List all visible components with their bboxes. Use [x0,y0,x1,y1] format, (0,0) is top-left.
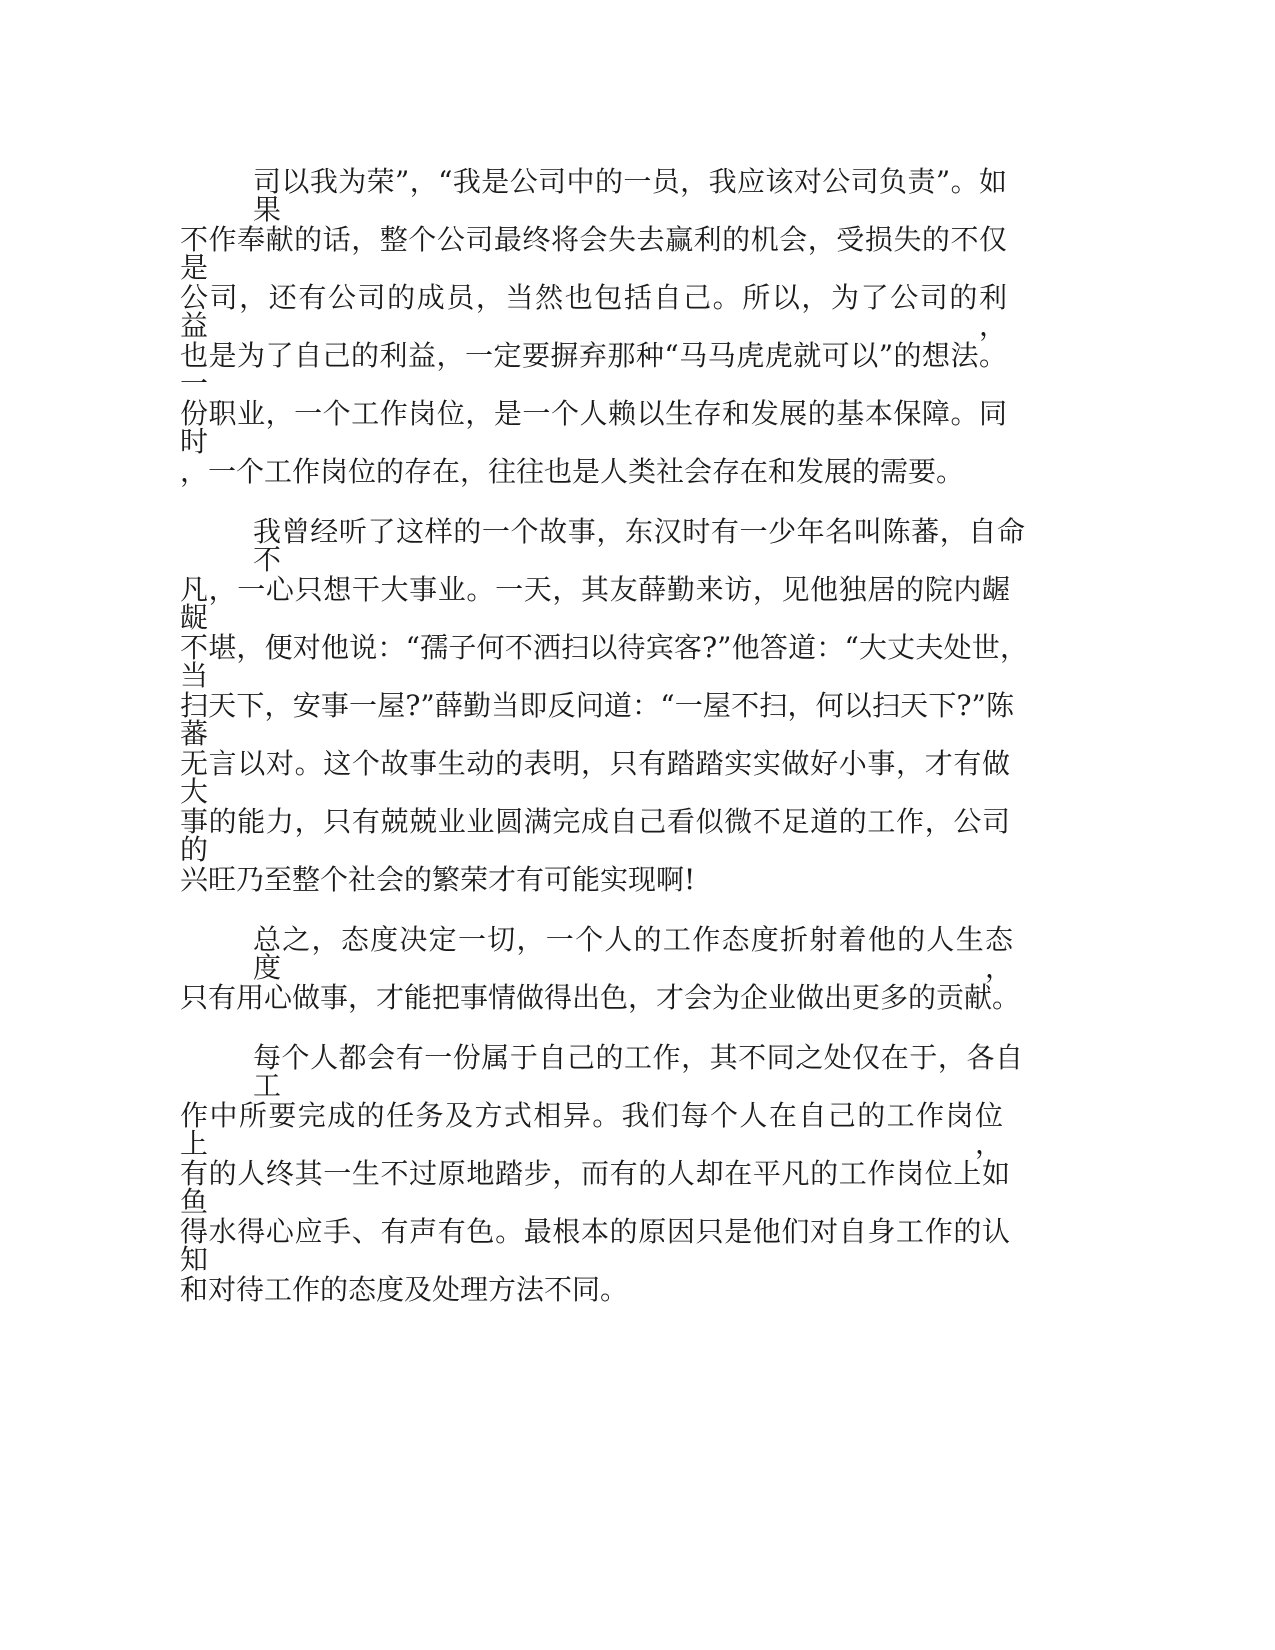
text-line: 总之，态度决定一切，一个人的工作态度折射着他的人生态度， [253,923,1013,984]
text-line: 扫天下，安事一屋?”薛勤当即反问道：“一屋不扫，何以扫天下?”陈蕃 [180,689,1014,750]
text-line: 不堪，便对他说：“孺子何不洒扫以待宾客?”他答道：“大丈夫处世，当 [180,631,1028,692]
text-line: 不作奉献的话，整个公司最终将会失去赢利的机会，受损失的不仅是 [180,223,1007,284]
text-line: 有的人终其一生不过原地踏步，而有的人却在平凡的工作岗位上如鱼 [180,1157,1010,1218]
text-line: 公司，还有公司的成员，当然也包括自己。所以，为了公司的利益， [180,281,1007,342]
text-line: 无言以对。这个故事生动的表明，只有踏踏实实做好小事，才有做大 [180,747,1010,808]
text-line: 凡，一心只想干大事业。一天，其友薛勤来访，见他独居的院内龌龊 [180,573,1010,634]
text-line: 作中所要完成的任务及方式相异。我们每个人在自己的工作岗位上， [180,1099,1003,1160]
text-line: 每个人都会有一份属于自己的工作，其不同之处仅在于，各自工 [253,1041,1023,1102]
text-line: 也是为了自己的利益，一定要摒弃那种“马马虎虎就可以”的想法。一 [180,339,1007,400]
text-line: 份职业，一个工作岗位，是一个人赖以生存和发展的基本保障。同时 [180,397,1007,458]
text-line: 我曾经听了这样的一个故事，东汉时有一少年名叫陈蕃，自命不 [253,515,1025,576]
text-line: 兴旺乃至整个社会的繁荣才有可能实现啊! [180,863,696,896]
text-line: 和对待工作的态度及处理方法不同。 [180,1273,629,1306]
text-line: 只有用心做事，才能把事情做得出色，才会为企业做出更多的贡献。 [180,981,1021,1014]
text-line: ，一个工作岗位的存在，往往也是人类社会存在和发展的需要。 [180,455,965,488]
text-line: 事的能力，只有兢兢业业圆满完成自己看似微不足道的工作，公司的 [180,805,1010,866]
text-line: 得水得心应手、有声有色。最根本的原因只是他们对自身工作的认知 [180,1215,1010,1276]
text-line: 司以我为荣”，“我是公司中的一员，我应该对公司负责”。如果 [253,165,1007,226]
